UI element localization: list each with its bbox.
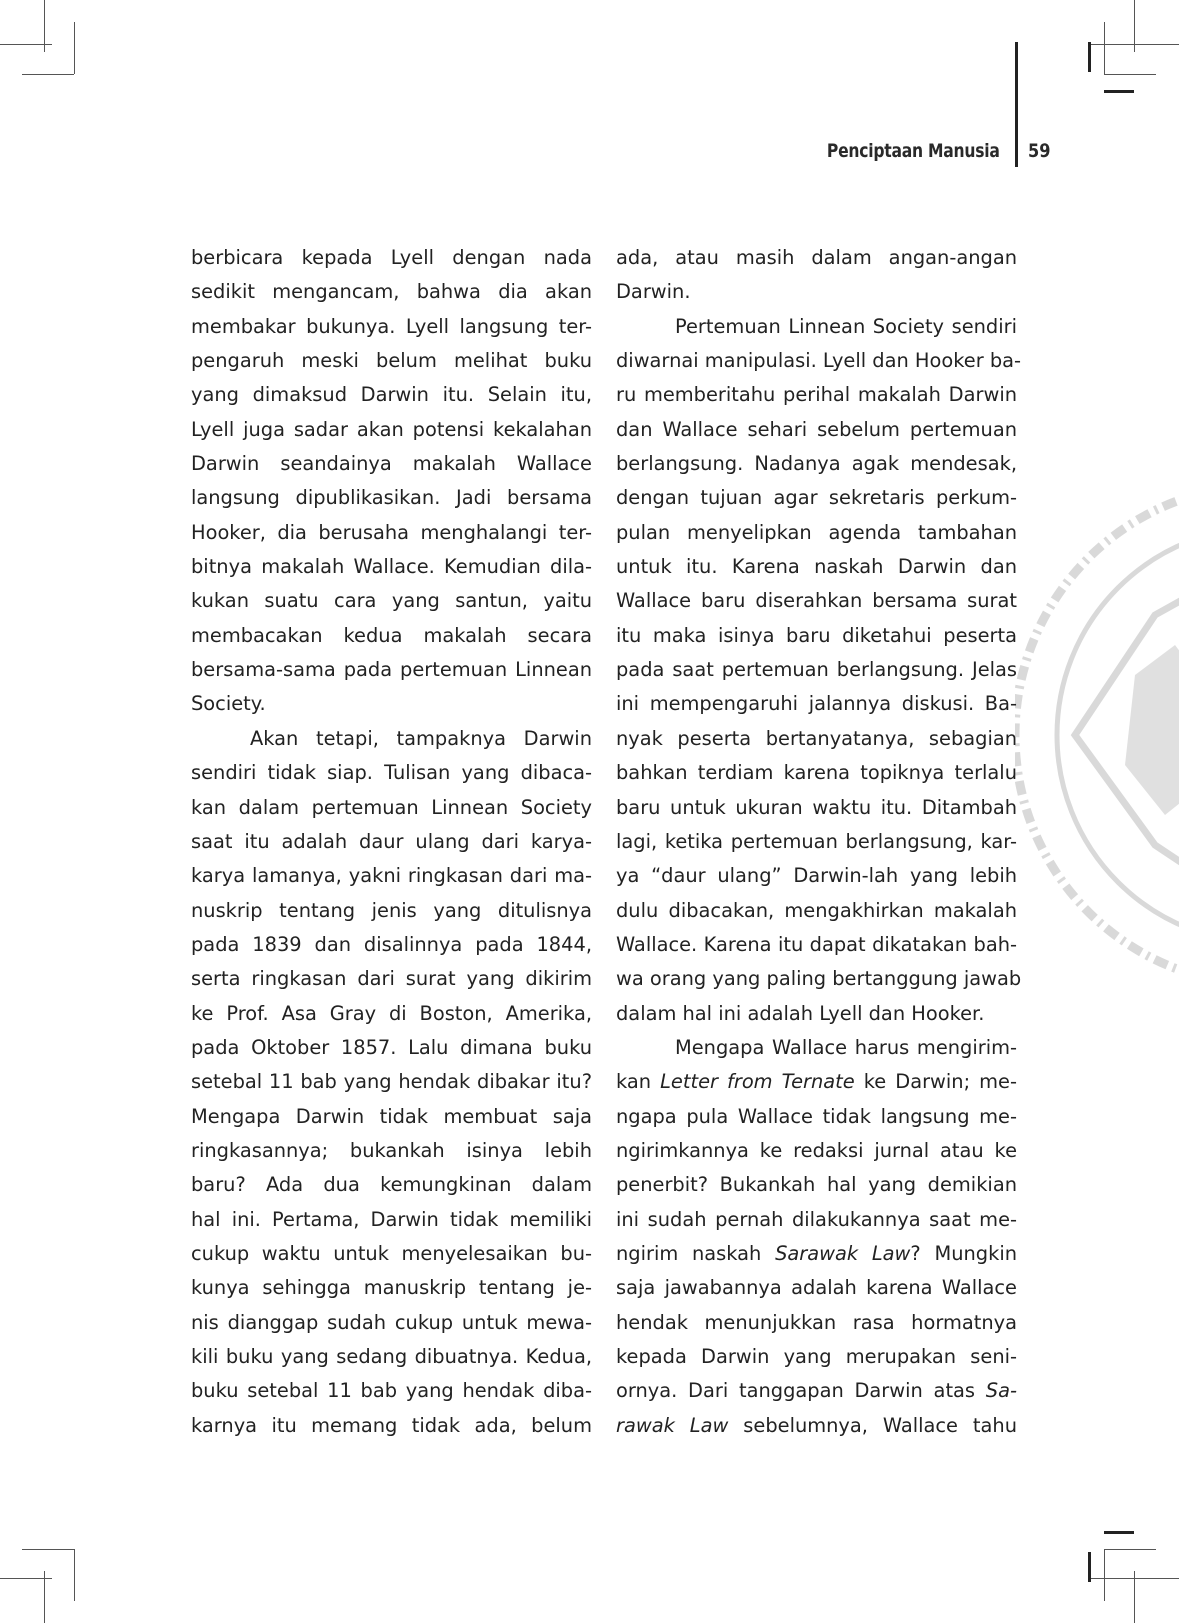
text-line: sedikit mengancam, bahwa dia akan	[191, 280, 592, 304]
text-line: ngapa pula Wallace tidak langsung me-	[616, 1104, 1017, 1128]
text-line: hendak menunjukkan rasa hormatnya	[616, 1310, 1017, 1334]
text-line: cukup waktu untuk menyelesaikan bu-	[191, 1241, 592, 1265]
text-line: ngirimkannya ke redaksi jurnal atau ke	[616, 1138, 1017, 1162]
text-line: dan Wallace sehari sebelum pertemuan	[616, 417, 1017, 441]
crop-mark	[1104, 90, 1134, 93]
text-line: berbicara kepada Lyell dengan nada	[191, 246, 592, 269]
text-line: untuk itu. Karena naskah Darwin dan	[616, 555, 1017, 579]
text-line: baru untuk ukuran waktu itu. Ditambah	[616, 795, 1017, 819]
text-line: pada Oktober 1857. Lalu dimana buku	[191, 1035, 592, 1059]
text-line: diwarnai manipulasi. Lyell dan Hooker ba-	[616, 349, 1022, 373]
text-line	[616, 1409, 1017, 1443]
text-line: pada 1839 dan disalinnya pada 1844,	[191, 932, 592, 956]
text-line: wa orang yang paling bertanggung jawab	[616, 967, 1022, 991]
text-line: dalam hal ini adalah Lyell dan Hooker.	[616, 1001, 985, 1025]
text-line: dengan tujuan agar sekretaris perkum-	[616, 486, 1017, 510]
crop-mark	[1104, 22, 1105, 74]
crop-mark	[1104, 1549, 1105, 1601]
running-header-title: Penciptaan Manusia	[827, 140, 1000, 162]
page-number: 59	[1028, 140, 1051, 162]
text-line	[616, 1237, 1017, 1271]
text-line	[616, 1065, 1017, 1099]
crop-mark	[22, 74, 74, 75]
text-line: kan dalam pertemuan Linnean Society	[191, 795, 592, 819]
text-line: saja jawabannya adalah karena Wallace	[616, 1276, 1017, 1300]
text-line: karnya itu memang tidak ada, belum	[191, 1413, 592, 1437]
text-line: kukan suatu cara yang santun, yaitu	[191, 589, 592, 613]
crop-mark	[1088, 1552, 1091, 1582]
text-column-left	[191, 241, 592, 1443]
text-run: sebelumnya, Wallace tahu	[728, 1413, 1017, 1437]
text-line: karya lamanya, yakni ringkasan dari ma-	[191, 864, 592, 888]
text-line: ya “daur ulang” Darwin-lah yang lebih	[616, 864, 1017, 888]
text-run: ornya. Dari tanggapan Darwin atas	[616, 1379, 986, 1403]
text-line: pada saat pertemuan berlangsung. Jelas	[616, 658, 1017, 682]
text-line: dulu dibacakan, mengakhirkan makalah	[616, 898, 1017, 922]
text-line: Darwin.	[616, 280, 691, 304]
text-line: serta ringkasan dari surat yang dikirim	[191, 967, 592, 991]
text-line: Lyell juga sadar akan potensi kekalahan	[191, 417, 592, 441]
text-line: baru? Ada dua kemungkinan dalam	[191, 1173, 592, 1197]
text-line: setebal 11 bab yang hendak dibakar itu?	[191, 1070, 592, 1094]
crop-mark	[0, 44, 52, 45]
text-line: buku setebal 11 bab yang hendak diba-	[191, 1379, 592, 1403]
text-line: Wallace. Karena itu dapat dikatakan bah-	[616, 932, 1017, 956]
text-line	[616, 1374, 1017, 1408]
text-line: Akan tetapi, tampaknya Darwin	[250, 726, 592, 750]
text-line: Darwin seandainya makalah Wallace	[191, 452, 592, 476]
text-run: kan	[616, 1070, 661, 1094]
crop-mark	[1104, 1549, 1156, 1550]
text-line: ini sudah pernah dilakukannya saat me-	[616, 1207, 1017, 1231]
crop-mark	[1104, 74, 1156, 75]
text-line: ini mempengaruhi jalannya diskusi. Ba-	[616, 692, 1017, 716]
text-line: kunya sehingga manuskrip tentang je-	[191, 1276, 592, 1300]
text-line: Mengapa Darwin tidak membuat saja	[191, 1104, 592, 1128]
italic-title: Sa-	[985, 1379, 1017, 1403]
text-line: nyak peserta bertanyatanya, sebagian	[616, 726, 1017, 750]
text-line: membakar bukunya. Lyell langsung ter-	[191, 314, 592, 338]
stamp-watermark	[1015, 445, 1179, 1025]
text-line: saat itu adalah daur ulang dari karya-	[191, 829, 592, 853]
text-line: pulan menyelipkan agenda tambahan	[616, 520, 1017, 544]
text-line: itu maka isinya baru diketahui peserta	[616, 623, 1017, 647]
text-line: membacakan kedua makalah secara	[191, 623, 592, 647]
text-line: sendiri tidak siap. Tulisan yang dibaca-	[191, 761, 592, 785]
text-run: ? Mungkin	[910, 1241, 1017, 1265]
text-line: Wallace baru diserahkan bersama surat	[616, 589, 1017, 613]
text-column-right	[616, 241, 1022, 1443]
crop-mark	[0, 1578, 52, 1579]
text-line: lagi, ketika pertemuan berlangsung, kar-	[616, 829, 1017, 853]
text-line: kili buku yang sedang dibuatnya. Kedua,	[191, 1345, 592, 1368]
crop-mark	[74, 1549, 75, 1601]
text-line: bersama-sama pada pertemuan Linnean	[191, 658, 592, 682]
crop-mark	[1088, 42, 1091, 72]
text-line: ke Prof. Asa Gray di Boston, Amerika,	[191, 1001, 592, 1025]
text-line: Hooker, dia berusaha menghalangi ter-	[191, 520, 592, 544]
text-line: hal ini. Pertama, Darwin tidak memiliki	[191, 1207, 592, 1231]
text-line: yang dimaksud Darwin itu. Selain itu,	[191, 383, 592, 407]
text-line: ru memberitahu perihal makalah Darwin	[616, 383, 1017, 407]
text-line: nuskrip tentang jenis yang ditulisnya	[191, 898, 592, 922]
crop-mark	[1090, 44, 1179, 45]
text-line: berlangsung. Nadanya agak mendesak,	[616, 452, 1017, 476]
italic-title: Sarawak Law	[775, 1241, 911, 1265]
text-line: Society.	[191, 692, 266, 716]
text-line: bahkan terdiam karena topiknya terlalu	[616, 761, 1017, 785]
text-line: kepada Darwin yang merupakan seni-	[616, 1345, 1017, 1368]
text-run: ke Darwin; me-	[854, 1070, 1017, 1094]
text-line: ringkasannya; bukankah isinya lebih	[191, 1138, 592, 1162]
crop-mark	[22, 1549, 74, 1550]
text-line: penerbit? Bukankah hal yang demikian	[616, 1173, 1017, 1197]
crop-mark	[1104, 1531, 1134, 1534]
italic-title: rawak Law	[616, 1413, 729, 1437]
text-line: pengaruh meski belum melihat buku	[191, 349, 592, 373]
text-line: Mengapa Wallace harus mengirim-	[675, 1035, 1017, 1059]
text-line: Pertemuan Linnean Society sendiri	[675, 314, 1017, 338]
text-line: ada, atau masih dalam angan-angan	[616, 246, 1017, 269]
header-rule	[1015, 42, 1018, 167]
text-line: nis dianggap sudah cukup untuk mewa-	[191, 1310, 592, 1334]
italic-title: Letter from Ternate	[660, 1070, 855, 1094]
text-line: langsung dipublikasikan. Jadi bersama	[191, 486, 592, 510]
crop-mark	[74, 22, 75, 74]
text-line: bitnya makalah Wallace. Kemudian dila-	[191, 555, 592, 579]
crop-mark	[1090, 1578, 1179, 1579]
text-run: ngirim naskah	[616, 1241, 776, 1265]
